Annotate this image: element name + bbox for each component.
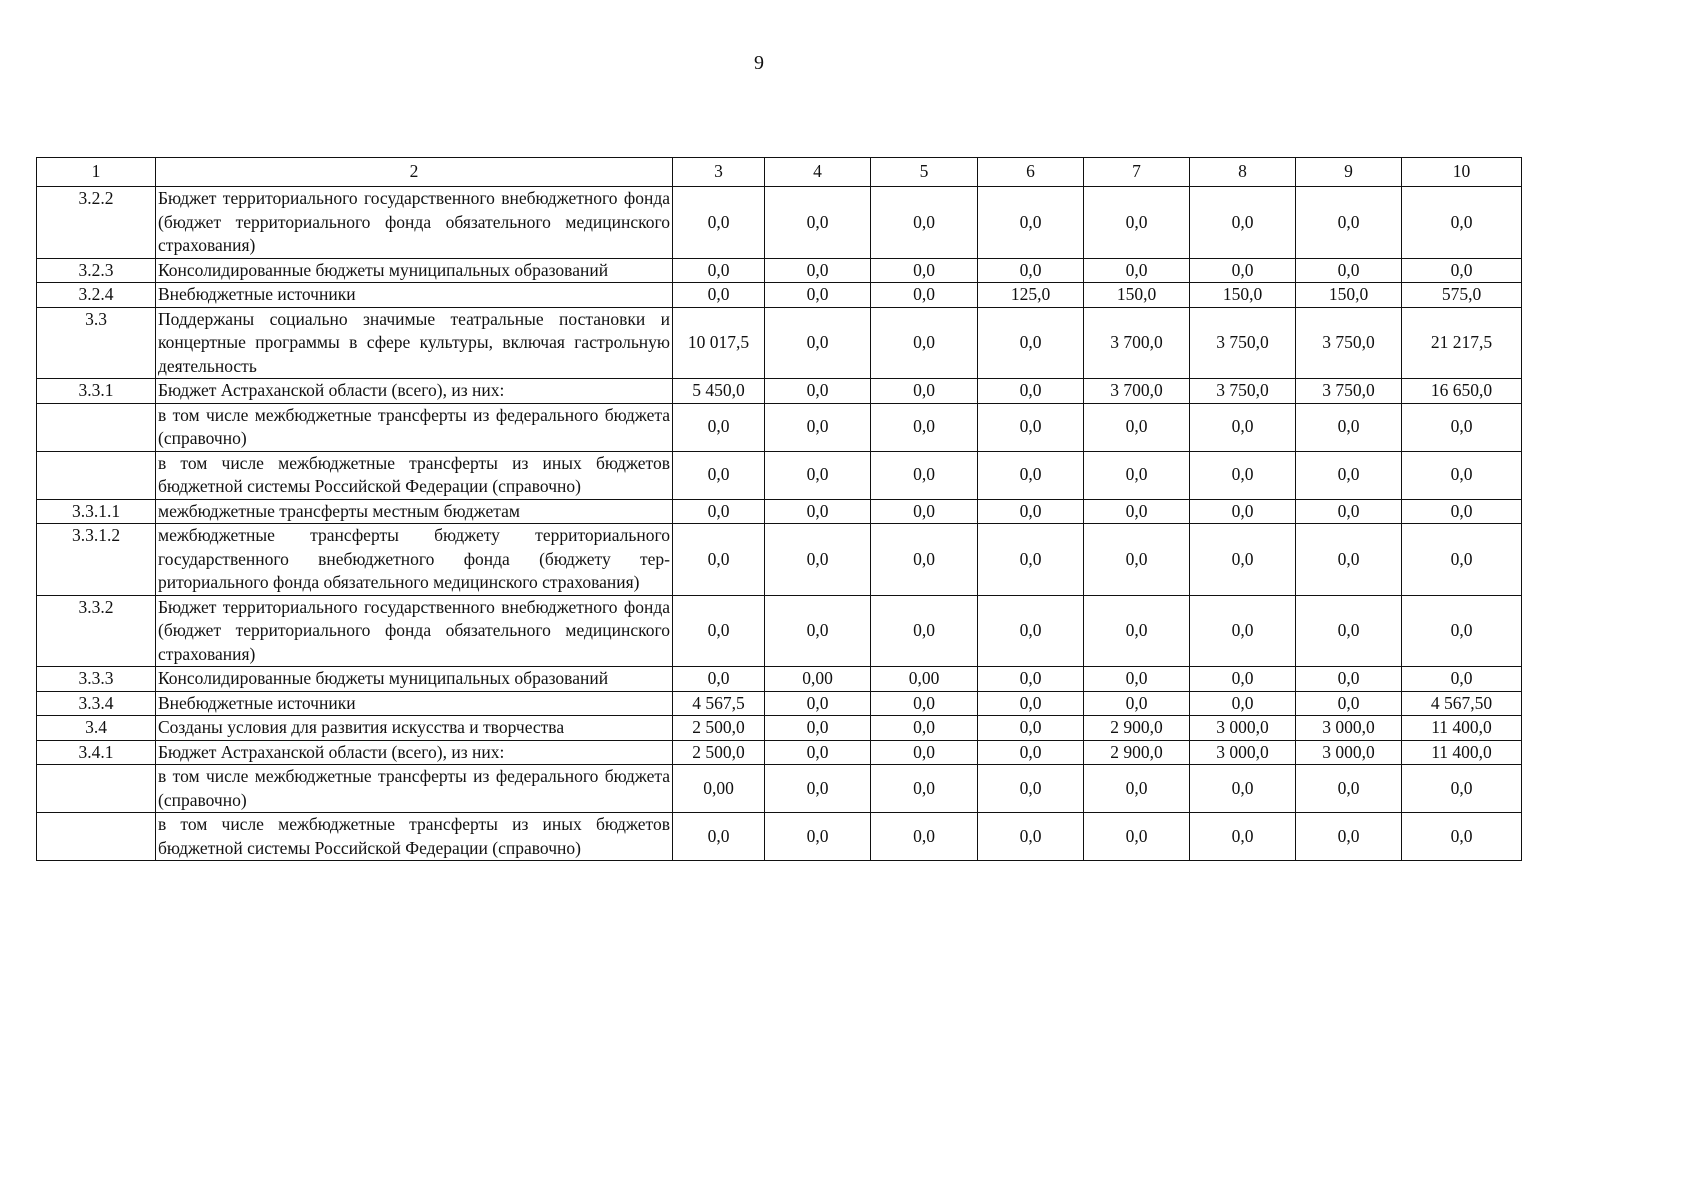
value-cell: 0,0 <box>1296 813 1402 861</box>
value-cell: 0,0 <box>1296 258 1402 283</box>
row-code-cell: 3.2.3 <box>37 258 156 283</box>
value-cell: 0,0 <box>765 740 871 765</box>
value-cell: 0,0 <box>1402 403 1522 451</box>
table-row <box>37 379 1522 404</box>
value-cell: 0,0 <box>871 740 978 765</box>
value-cell: 0,00 <box>765 667 871 692</box>
value-cell: 0,0 <box>871 451 978 499</box>
row-description-cell: Созданы условия для развития искусства и творчества <box>156 716 673 741</box>
value-cell: 0,0 <box>978 451 1084 499</box>
value-cell: 0,0 <box>871 283 978 308</box>
table-row <box>37 258 1522 283</box>
value-cell: 0,0 <box>1084 451 1190 499</box>
header-cell: 8 <box>1190 158 1296 187</box>
table-row <box>37 283 1522 308</box>
header-cell: 7 <box>1084 158 1190 187</box>
value-cell: 3 750,0 <box>1296 379 1402 404</box>
table-row <box>37 813 1522 861</box>
value-cell: 0,0 <box>1296 187 1402 259</box>
value-cell: 3 700,0 <box>1084 379 1190 404</box>
table-header-row <box>37 158 1522 187</box>
value-cell: 3 750,0 <box>1296 307 1402 379</box>
value-cell: 0,0 <box>1296 595 1402 667</box>
row-code-cell: 3.3.1.2 <box>37 524 156 596</box>
value-cell: 2 500,0 <box>673 716 765 741</box>
value-cell: 0,0 <box>1190 813 1296 861</box>
table-row <box>37 691 1522 716</box>
value-cell: 0,0 <box>765 813 871 861</box>
row-description-cell: Консолидированные бюджеты муниципальных образований <box>156 667 673 692</box>
value-cell: 0,0 <box>1402 765 1522 813</box>
value-cell: 0,0 <box>765 379 871 404</box>
row-description-cell: Внебюджетные источники <box>156 283 673 308</box>
value-cell: 2 900,0 <box>1084 740 1190 765</box>
row-code-cell: 3.3 <box>37 307 156 379</box>
value-cell: 0,0 <box>1190 667 1296 692</box>
value-cell: 0,0 <box>765 524 871 596</box>
value-cell: 0,0 <box>1402 451 1522 499</box>
value-cell: 0,0 <box>1190 187 1296 259</box>
value-cell: 0,0 <box>871 403 978 451</box>
header-cell: 10 <box>1402 158 1522 187</box>
value-cell: 0,0 <box>765 307 871 379</box>
value-cell: 0,00 <box>871 667 978 692</box>
row-description-cell: в том числе межбюджетные трансферты из иных бюджетов бюджетной системы Российской Федерации (справочно) <box>156 813 673 861</box>
value-cell: 0,0 <box>871 691 978 716</box>
value-cell: 0,0 <box>871 307 978 379</box>
header-cell: 5 <box>871 158 978 187</box>
header-cell: 9 <box>1296 158 1402 187</box>
value-cell: 0,0 <box>673 283 765 308</box>
value-cell: 0,0 <box>1402 187 1522 259</box>
value-cell: 2 900,0 <box>1084 716 1190 741</box>
value-cell: 11 400,0 <box>1402 716 1522 741</box>
value-cell: 0,0 <box>1296 691 1402 716</box>
value-cell: 0,0 <box>1084 499 1190 524</box>
value-cell: 0,0 <box>673 258 765 283</box>
value-cell: 0,0 <box>1190 595 1296 667</box>
value-cell: 0,0 <box>871 595 978 667</box>
value-cell: 0,0 <box>1084 187 1190 259</box>
value-cell: 0,0 <box>673 187 765 259</box>
header-cell: 6 <box>978 158 1084 187</box>
value-cell: 21 217,5 <box>1402 307 1522 379</box>
header-cell: 1 <box>37 158 156 187</box>
value-cell: 0,0 <box>978 691 1084 716</box>
value-cell: 0,0 <box>1402 667 1522 692</box>
row-code-cell: 3.3.1 <box>37 379 156 404</box>
row-description-cell: Поддержаны социально значимые театральные постановки и концертные программы в сфере культуры, включая гастрольную деятельность <box>156 307 673 379</box>
value-cell: 0,0 <box>673 813 765 861</box>
table-row <box>37 451 1522 499</box>
value-cell: 0,0 <box>765 187 871 259</box>
value-cell: 0,0 <box>978 716 1084 741</box>
value-cell: 0,0 <box>871 813 978 861</box>
value-cell: 3 000,0 <box>1190 740 1296 765</box>
value-cell: 4 567,5 <box>673 691 765 716</box>
value-cell: 0,0 <box>1402 258 1522 283</box>
table-row <box>37 403 1522 451</box>
row-code-cell: 3.3.2 <box>37 595 156 667</box>
value-cell: 0,0 <box>1084 691 1190 716</box>
budget-table <box>36 157 1522 861</box>
row-description-cell: Внебюджетные источники <box>156 691 673 716</box>
table-row <box>37 765 1522 813</box>
value-cell: 0,0 <box>871 379 978 404</box>
row-code-cell <box>37 765 156 813</box>
row-description-cell: Консолидированные бюджеты муниципальных образований <box>156 258 673 283</box>
row-code-cell <box>37 813 156 861</box>
value-cell: 0,0 <box>871 499 978 524</box>
row-code-cell <box>37 451 156 499</box>
value-cell: 3 750,0 <box>1190 379 1296 404</box>
header-cell: 3 <box>673 158 765 187</box>
value-cell: 0,0 <box>1296 524 1402 596</box>
value-cell: 4 567,50 <box>1402 691 1522 716</box>
row-code-cell: 3.2.4 <box>37 283 156 308</box>
value-cell: 0,0 <box>871 524 978 596</box>
value-cell: 0,0 <box>1190 765 1296 813</box>
value-cell: 3 700,0 <box>1084 307 1190 379</box>
table-row <box>37 187 1522 259</box>
value-cell: 3 750,0 <box>1190 307 1296 379</box>
value-cell: 0,0 <box>978 595 1084 667</box>
value-cell: 3 000,0 <box>1190 716 1296 741</box>
page-number: 9 <box>754 52 764 74</box>
value-cell: 0,0 <box>1296 451 1402 499</box>
value-cell: 0,0 <box>765 765 871 813</box>
row-code-cell: 3.3.4 <box>37 691 156 716</box>
row-code-cell: 3.4.1 <box>37 740 156 765</box>
value-cell: 0,00 <box>673 765 765 813</box>
header-cell: 4 <box>765 158 871 187</box>
value-cell: 150,0 <box>1190 283 1296 308</box>
value-cell: 0,0 <box>1084 258 1190 283</box>
value-cell: 0,0 <box>1190 451 1296 499</box>
header-cell: 2 <box>156 158 673 187</box>
value-cell: 0,0 <box>978 499 1084 524</box>
value-cell: 0,0 <box>1296 403 1402 451</box>
value-cell: 0,0 <box>1402 499 1522 524</box>
row-description-cell: в том числе межбюджетные трансферты из федерального бюджета (справочно) <box>156 765 673 813</box>
table-row <box>37 595 1522 667</box>
value-cell: 0,0 <box>1402 524 1522 596</box>
value-cell: 0,0 <box>1402 595 1522 667</box>
table-row <box>37 307 1522 379</box>
value-cell: 0,0 <box>978 379 1084 404</box>
value-cell: 0,0 <box>765 403 871 451</box>
value-cell: 0,0 <box>765 595 871 667</box>
row-description-cell: межбюджетные трансферты бюджету территориального государственного внебюджетного фонда (бюджету территориального фонда обязательного медицинского страхования) <box>156 524 673 596</box>
table-row <box>37 667 1522 692</box>
value-cell: 0,0 <box>1190 524 1296 596</box>
value-cell: 0,0 <box>673 403 765 451</box>
value-cell: 3 000,0 <box>1296 716 1402 741</box>
value-cell: 0,0 <box>978 307 1084 379</box>
row-description-cell: Бюджет территориального государственного внебюджетного фонда (бюджет территориального фонда обязательного медицинского страхования) <box>156 187 673 259</box>
value-cell: 0,0 <box>673 667 765 692</box>
value-cell: 0,0 <box>765 451 871 499</box>
value-cell: 0,0 <box>1402 813 1522 861</box>
value-cell: 0,0 <box>871 765 978 813</box>
value-cell: 0,0 <box>1084 813 1190 861</box>
row-description-cell: Бюджет Астраханской области (всего), из них: <box>156 740 673 765</box>
value-cell: 0,0 <box>765 258 871 283</box>
value-cell: 0,0 <box>765 499 871 524</box>
value-cell: 11 400,0 <box>1402 740 1522 765</box>
row-description-cell: межбюджетные трансферты местным бюджетам <box>156 499 673 524</box>
row-description-cell: Бюджет Астраханской области (всего), из них: <box>156 379 673 404</box>
value-cell: 0,0 <box>765 691 871 716</box>
value-cell: 575,0 <box>1402 283 1522 308</box>
value-cell: 3 000,0 <box>1296 740 1402 765</box>
value-cell: 150,0 <box>1084 283 1190 308</box>
value-cell: 0,0 <box>1084 524 1190 596</box>
row-description-cell: в том числе межбюджетные трансферты из иных бюджетов бюджетной системы Российской Федерации (справочно) <box>156 451 673 499</box>
value-cell: 0,0 <box>978 258 1084 283</box>
row-code-cell: 3.4 <box>37 716 156 741</box>
value-cell: 0,0 <box>978 524 1084 596</box>
table-row <box>37 499 1522 524</box>
value-cell: 0,0 <box>673 451 765 499</box>
value-cell: 0,0 <box>978 403 1084 451</box>
row-code-cell: 3.2.2 <box>37 187 156 259</box>
row-code-cell: 3.3.1.1 <box>37 499 156 524</box>
value-cell: 0,0 <box>1084 403 1190 451</box>
value-cell: 0,0 <box>1084 667 1190 692</box>
value-cell: 0,0 <box>871 187 978 259</box>
value-cell: 0,0 <box>765 716 871 741</box>
value-cell: 0,0 <box>978 667 1084 692</box>
value-cell: 0,0 <box>871 716 978 741</box>
row-code-cell <box>37 403 156 451</box>
value-cell: 0,0 <box>871 258 978 283</box>
value-cell: 0,0 <box>673 595 765 667</box>
row-description-cell: в том числе межбюджетные трансферты из федерального бюджета (справочно) <box>156 403 673 451</box>
value-cell: 0,0 <box>1190 499 1296 524</box>
value-cell: 16 650,0 <box>1402 379 1522 404</box>
value-cell: 5 450,0 <box>673 379 765 404</box>
value-cell: 0,0 <box>1190 403 1296 451</box>
table-row <box>37 524 1522 596</box>
value-cell: 0,0 <box>1084 765 1190 813</box>
value-cell: 0,0 <box>765 283 871 308</box>
value-cell: 2 500,0 <box>673 740 765 765</box>
value-cell: 0,0 <box>978 187 1084 259</box>
row-code-cell: 3.3.3 <box>37 667 156 692</box>
value-cell: 150,0 <box>1296 283 1402 308</box>
value-cell: 0,0 <box>978 765 1084 813</box>
value-cell: 0,0 <box>1296 667 1402 692</box>
value-cell: 125,0 <box>978 283 1084 308</box>
value-cell: 0,0 <box>978 813 1084 861</box>
value-cell: 0,0 <box>1084 595 1190 667</box>
table-row <box>37 740 1522 765</box>
table-row <box>37 716 1522 741</box>
value-cell: 0,0 <box>978 740 1084 765</box>
value-cell: 0,0 <box>1190 691 1296 716</box>
row-description-cell: Бюджет территориального государственного внебюджетного фонда (бюджет территориального фонда обязательного медицинского страхования) <box>156 595 673 667</box>
value-cell: 0,0 <box>1190 258 1296 283</box>
value-cell: 0,0 <box>673 499 765 524</box>
value-cell: 10 017,5 <box>673 307 765 379</box>
value-cell: 0,0 <box>673 524 765 596</box>
value-cell: 0,0 <box>1296 765 1402 813</box>
value-cell: 0,0 <box>1296 499 1402 524</box>
